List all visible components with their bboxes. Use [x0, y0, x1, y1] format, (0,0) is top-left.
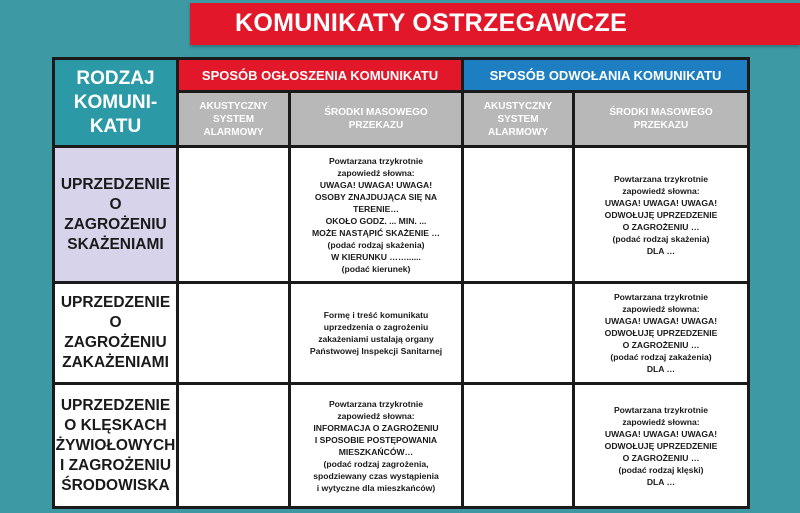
- cancel-media-contamination: Powtarzana trzykrotnie zapowiedź słowna: UWAGA! UWAGA! UWAGA! ODWOŁUJĘ UPRZEDZENIE O ZAGROŻENIU … (podać rodzaj skażenia) DLA …: [575, 148, 747, 281]
- announce-media-infection: Formę i treść komunikatu uprzedzenia o zagrożeniu zakażeniami ustalają organy Państwowej Inspekcji Sanitarnej: [291, 284, 461, 382]
- announce-media-subheader: ŚRODKI MASOWEGO PRZEKAZU: [291, 93, 461, 145]
- warning-table: [52, 57, 750, 509]
- cancel-media-disasters: Powtarzana trzykrotnie zapowiedź słowna: UWAGA! UWAGA! UWAGA! ODWOŁUJĘ UPRZEDZENIE O ZAGROŻENIU … (podać rodzaj klęski) DLA …: [575, 385, 747, 506]
- table-cell-empty: [464, 148, 572, 281]
- cancel-method-header: SPOSÓB ODWOŁANIA KOMUNIKATU: [464, 60, 747, 90]
- table-cell-empty: [464, 284, 572, 382]
- cancel-media-subheader: ŚRODKI MASOWEGO PRZEKAZU: [575, 93, 747, 145]
- row-label-infection: UPRZEDZENIE O ZAGROŻENIU ZAKAŻENIAMI: [55, 284, 176, 382]
- announce-method-header: SPOSÓB OGŁOSZENIA KOMUNIKATU: [179, 60, 461, 90]
- table-cell-empty: [464, 385, 572, 506]
- row-label-contamination: UPRZEDZENIE O ZAGROŻENIU SKAŻENIAMI: [55, 148, 176, 281]
- page-title: KOMUNIKATY OSTRZEGAWCZE: [235, 9, 628, 37]
- announce-media-contamination: Powtarzana trzykrotnie zapowiedź słowna: UWAGA! UWAGA! UWAGA! OSOBY ZNAJDUJĄCA SIĘ NA TERENIE… OKOŁO GODZ. ... MIN. ... MOŻE NASTĄPIĆ SKAŻENIE … (podać rodzaj skażenia) W KIERUNKU ……...... (podać kierunek): [291, 148, 461, 281]
- announce-media-disasters: Powtarzana trzykrotnie zapowiedź słowna: INFORMACJA O ZAGROŻENIU I SPOSOBIE POSTĘPOWANIA MIESZKAŃCÓW… (podać rodzaj zagrożenia, spodziewany czas wystąpienia i wytyczne dla mieszkańców): [291, 385, 461, 506]
- table-cell-empty: [179, 284, 288, 382]
- row-label-disasters: UPRZEDZENIE O KLĘSKACH ŻYWIOŁOWYCH I ZAGROŻENIU ŚRODOWISKA: [55, 385, 176, 506]
- title-banner: [190, 3, 800, 45]
- table-cell-empty: [179, 385, 288, 506]
- announce-alarm-subheader: AKUSTYCZNY SYSTEM ALARMOWY: [179, 93, 288, 145]
- type-column-header: RODZAJ KOMUNI- KATU: [55, 60, 176, 145]
- cancel-alarm-subheader: AKUSTYCZNY SYSTEM ALARMOWY: [464, 93, 572, 145]
- cancel-media-infection: Powtarzana trzykrotnie zapowiedź słowna: UWAGA! UWAGA! UWAGA! ODWOŁUJĘ UPRZEDZENIE O ZAGROŻENIU … (podać rodzaj zakażenia) DLA …: [575, 284, 747, 382]
- table-cell-empty: [179, 148, 288, 281]
